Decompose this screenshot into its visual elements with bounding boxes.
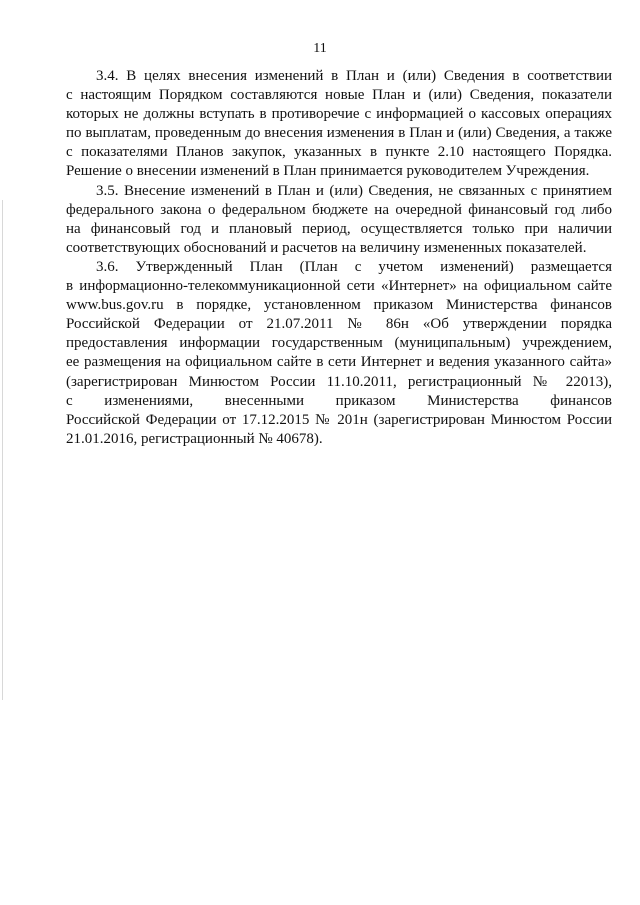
paragraph-line: 3.5. Внесение изменений в План и (или) Сведения, не связанных с принятием	[96, 182, 612, 199]
paragraph-line: предоставления информации государственным (муниципальным) учреждением,	[66, 335, 612, 352]
page-number: 11	[313, 41, 327, 56]
document-body	[66, 67, 612, 449]
paragraph-line: ее размещения на официальном сайте в сети Интернет и ведения указанного сайта»	[66, 354, 612, 371]
paragraph-3-6	[66, 258, 612, 449]
paragraph-line: 3.4. В целях внесения изменений в План и (или) Сведения в соответствии	[96, 68, 612, 84]
paragraph-line: 3.6. Утвержденный План (План с учетом изменений) размещается	[96, 258, 612, 275]
paragraph-line: соответствующих обоснований и расчетов на величину измененных показателей.	[66, 239, 587, 256]
paragraph-3-5	[66, 182, 612, 258]
paragraph-line: федерального закона о федеральном бюджете на очередной финансовый год либо	[66, 201, 612, 218]
paragraph-line: Российской Федерации от 21.07.2011 № 86н «Об утверждении порядка	[66, 316, 612, 333]
scan-edge-mark	[2, 200, 3, 700]
paragraph-line: по выплатам, проведенным до внесения изменения в План и (или) Сведения, а также	[66, 125, 612, 142]
paragraph-line: на финансовый год и плановый период, осуществляется только при наличии	[66, 220, 612, 237]
paragraph-line: с изменениями, внесенными приказом Министерства финансов	[66, 392, 612, 409]
paragraph-line: Российской Федерации от 17.12.2015 № 201н (зарегистрирован Минюстом России	[66, 411, 612, 428]
paragraph-line: www.bus.gov.ru в порядке, установленном приказом Министерства финансов	[66, 297, 612, 314]
paragraph-line: которых не должны вступать в противоречие с информацией о кассовых операциях	[66, 106, 612, 123]
paragraph-3-4	[66, 67, 612, 182]
paragraph-line: в информационно-телекоммуникационной сети «Интернет» на официальном сайте	[66, 278, 612, 295]
paragraph-line: Решение о внесении изменений в План принимается руководителем Учреждения.	[66, 163, 590, 180]
paragraph-line: с показателями Планов закупок, указанных в пункте 2.10 настоящего Порядка.	[66, 144, 612, 161]
paragraph-line: (зарегистрирован Минюстом России 11.10.2011, регистрационный № 22013),	[66, 373, 612, 390]
paragraph-line: с настоящим Порядком составляются новые План и (или) Сведения, показатели	[66, 87, 612, 104]
paragraph-line: 21.01.2016, регистрационный № 40678).	[66, 430, 323, 447]
